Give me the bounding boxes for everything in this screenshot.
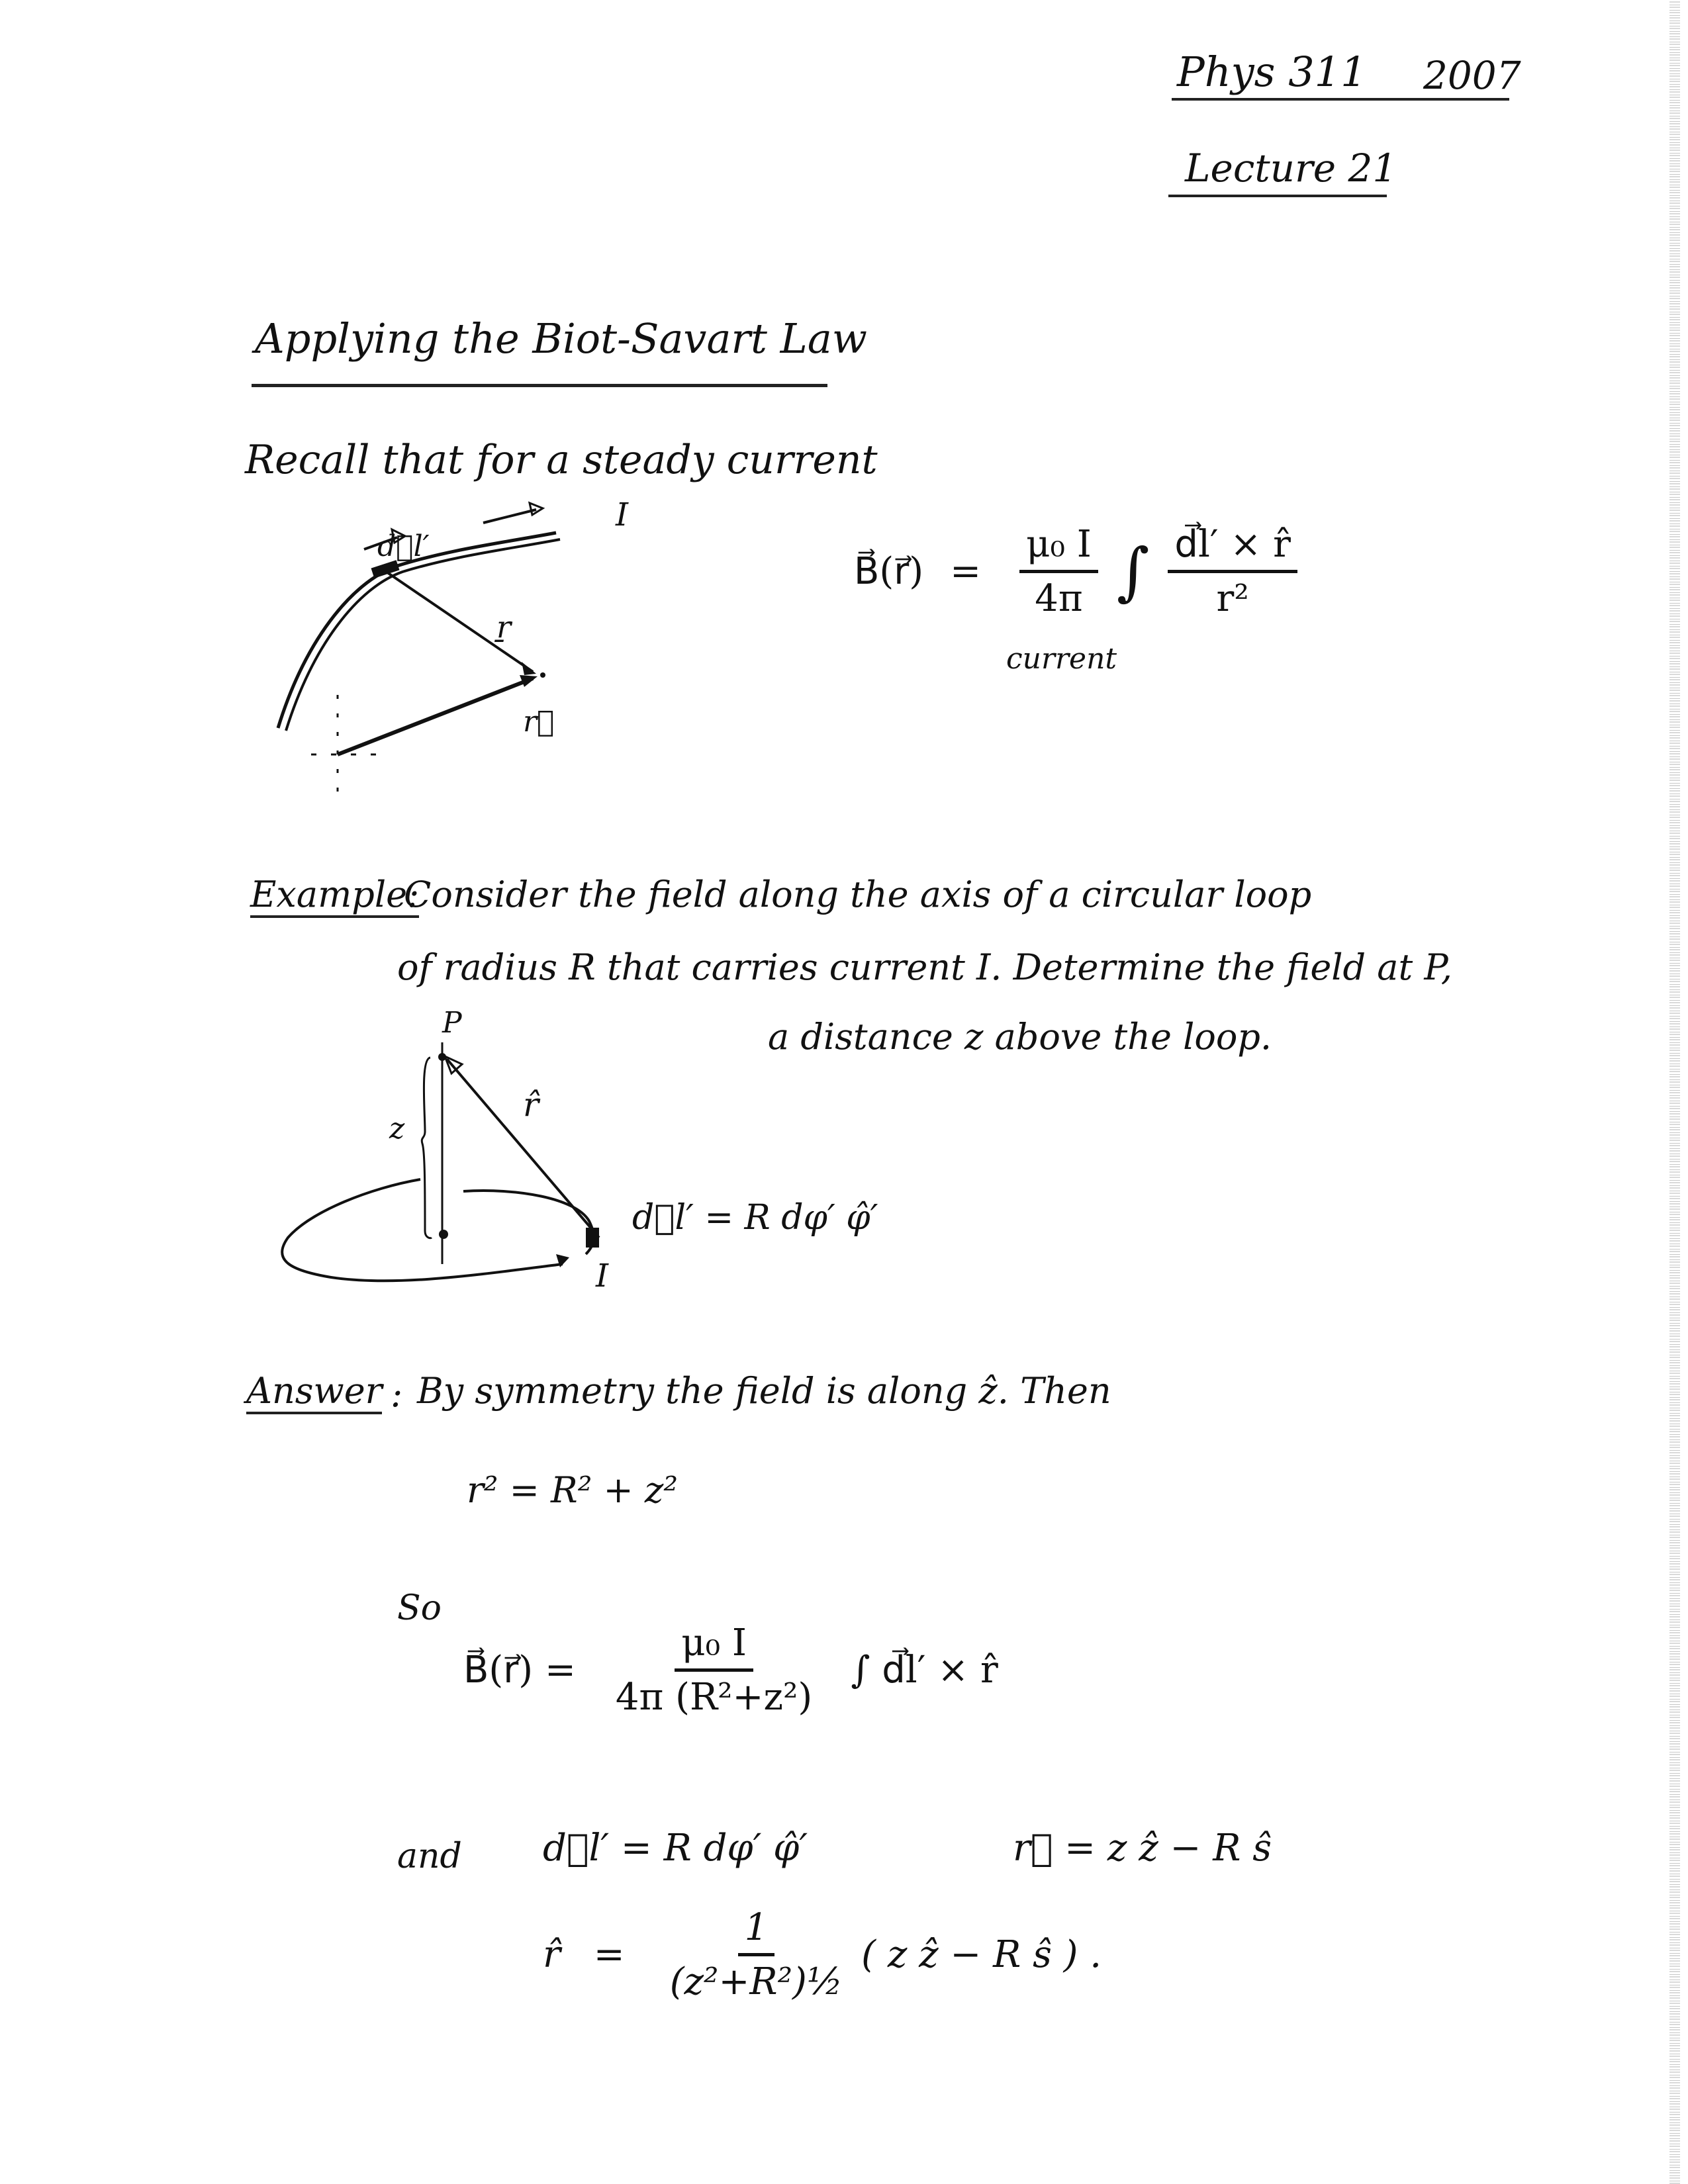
field-equation-integral: ∫ d⃗l′ × r̂ [851, 1649, 998, 1692]
dl-element-equation: d⃗l′ = R dφ′ φ̂′ [632, 1198, 878, 1238]
answer-label: Answer [246, 1370, 382, 1414]
prefactor-denominator: 4π [1035, 577, 1083, 620]
scan-edge-artifact [1669, 0, 1680, 2184]
integrand-fraction [1168, 523, 1297, 620]
answer-colon: : [391, 1373, 403, 1415]
script-r-label: ṟ [496, 609, 511, 645]
point-p-label: P [442, 1006, 462, 1040]
year-label: 2007 [1423, 53, 1521, 98]
equation-equals: = [950, 550, 982, 593]
example-line-3: a distance z above the loop. [768, 1016, 1272, 1058]
integral-sign: ∫ [1116, 535, 1150, 608]
field-equation-numerator: μ₀ I [675, 1621, 753, 1672]
rhat-denominator: (z²+R²)½ [669, 1960, 843, 2003]
r-squared-equation: r² = R² + z² [467, 1469, 679, 1511]
course-label: Phys 311 [1177, 48, 1367, 96]
example-line-1: Consider the field along the axis of a circular loop [404, 874, 1312, 915]
field-equation [463, 1621, 998, 1719]
and-label: and [397, 1837, 462, 1876]
height-z-label: z [389, 1112, 405, 1146]
rhat-numerator: 1 [738, 1906, 775, 1956]
current-label-i: I [616, 496, 628, 533]
header-underline [1172, 98, 1509, 101]
example-label: Example: [250, 874, 419, 918]
lecture-label: Lecture 21 [1185, 146, 1397, 191]
so-label: So [397, 1588, 442, 1628]
rhat-fraction [670, 1906, 843, 2003]
loop-current-label: I [596, 1257, 608, 1295]
answer-text: By symmetry the field is along ẑ. Then [417, 1370, 1111, 1412]
rhat-equals: = [593, 1933, 625, 1976]
recall-text: Recall that for a steady current [245, 437, 878, 483]
prefactor-fraction [1019, 523, 1098, 620]
integrand-denominator: r² [1216, 577, 1249, 620]
integrand-numerator: d⃗l′ × r̂ [1168, 523, 1297, 573]
section-title: Applying the Biot-Savart Law [255, 314, 867, 363]
rhat-lhs: r̂ [543, 1933, 561, 1976]
dl-equation: d⃗l′ = R dφ′ φ̂′ [543, 1827, 808, 1870]
dl-prime-label: d⃗l′ [377, 529, 430, 563]
r-vector-label: r⃗ [523, 705, 555, 739]
rhat-label: r̂ [523, 1085, 539, 1124]
section-title-underline [252, 384, 827, 387]
rhat-rest: ( z ẑ − R ŝ ) . [861, 1933, 1102, 1976]
field-equation-denominator: 4π (R²+z²) [615, 1676, 813, 1719]
circular-loop-diagram [252, 993, 914, 1310]
r-vector-equation: r⃗ = z ẑ − R ŝ [1013, 1827, 1272, 1870]
biot-savart-equation [854, 523, 1309, 620]
field-equation-fraction [616, 1621, 812, 1719]
example-line-2: of radius R that carries current I. Determine the field at P, [397, 946, 1452, 988]
equation-lhs: B⃗(r⃗) [854, 550, 924, 593]
wire-vector-diagram [252, 490, 662, 807]
prefactor-numerator: μ₀ I [1019, 523, 1098, 573]
field-equation-lhs: B⃗(r⃗) = [463, 1649, 576, 1692]
lecture-underline [1168, 195, 1387, 197]
rhat-equation [543, 1906, 1102, 2003]
integral-domain-label: current [1006, 642, 1117, 676]
